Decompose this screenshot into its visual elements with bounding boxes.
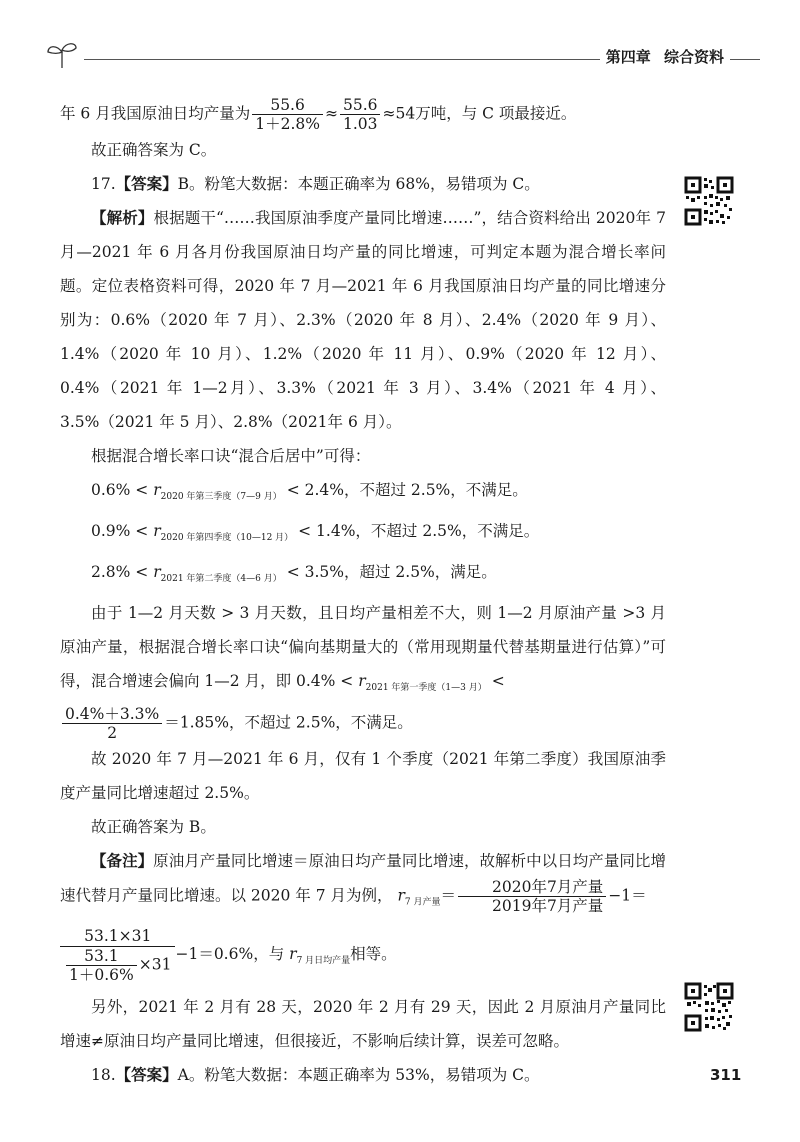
analysis-text: （2020 年 10 月）、1.2%（2020 年 11 月）、0.9%（2020 年 12 月）、0.4%（2021 年 1—2	[60, 345, 666, 397]
rate-subscript: 2020 年第三季度（7—9 月）	[160, 492, 282, 502]
qr-code-icon[interactable]	[684, 982, 734, 1032]
fraction-numerator: 55.6	[340, 96, 381, 115]
minus-one: −1＝	[608, 886, 647, 905]
extra-paragraph	[60, 990, 666, 1058]
note-text: 同比增速代替月产量同比增速。以 2020 年 7 月为例，	[60, 852, 666, 905]
bias-text: 3 月原油产量，根据混合增长率口诀“偏向基期量大的（常用现期量代替基期	[60, 604, 667, 656]
q17-analysis	[60, 201, 666, 439]
analysis-text: 月）、3.3%（2021 年 3 月）、3.4%（2021 年 4 月）、3.5%（2021 年 5 月）、2.8%（2021	[60, 379, 666, 431]
ineq-right: < 1.4%，不超过 2.5%，不满足。	[298, 522, 540, 540]
rate-subscript: 7 月产量	[404, 897, 441, 908]
rate-symbol: r	[153, 563, 161, 581]
fraction	[340, 96, 381, 133]
bias-text: 量进行估算）”可得，混合增速会偏向 1—2 月，即 0.4% <	[60, 638, 666, 690]
qr-code-icon[interactable]	[684, 176, 734, 226]
inner-fraction	[66, 947, 137, 984]
fraction-numerator: 53.1	[66, 947, 137, 966]
rate-symbol: r	[153, 522, 161, 540]
intro-suffix: ≈54万吨，与 C 项最接近。	[382, 104, 577, 123]
rate-subscript: 2021 年第一季度（1—3 月）	[365, 683, 487, 693]
ineq-left: 0.6% <	[91, 481, 149, 499]
analysis-text: 年 6 月）。	[327, 413, 402, 431]
conclusion	[60, 742, 666, 810]
note-tag: 【备注】	[91, 851, 154, 870]
rate-subscript: 2020 年第四季度（10—12 月）	[160, 533, 294, 543]
less-than: <	[491, 672, 505, 690]
fraction-numerator: 0.4%＋3.3%	[62, 705, 162, 724]
analysis-text: 根据题干“……我国原油季度产量同比增速……”，结合资料给出 2020	[153, 209, 636, 227]
answer-b-line: 故正确答案为 B。	[91, 818, 216, 836]
calculation-line	[60, 926, 666, 984]
extra-text: 另外，2021 年 2 月有 28 天，2020 年 2 月有 29 天，因此 2 月原油月产量同比增	[60, 997, 666, 1050]
conclusion-text: 故 2020 年 7 月—2021 年 6 月，仅有 1 个季度（2021 年第二季度）我国原油季度	[60, 750, 666, 802]
answer-text: B。粉笔大数据：本题正确率为 68%，易错项为 C。	[177, 175, 540, 193]
chapter-title: 第四章	[605, 48, 651, 66]
approx-sign: ≈	[324, 104, 338, 123]
analysis-tag: 【解析】	[91, 208, 154, 227]
rate-symbol: r	[397, 886, 405, 905]
ineq-left: 2.8% <	[91, 563, 149, 581]
ineq-right: < 3.5%，超过 2.5%，满足。	[286, 563, 497, 581]
fraction-denominator	[60, 947, 175, 984]
fraction-numerator: 55.6	[252, 96, 323, 115]
intro-line	[60, 96, 666, 133]
calc-end: 相等。	[350, 944, 397, 963]
question-number: 18.	[91, 1065, 116, 1084]
fraction-denominator: 2	[107, 724, 118, 742]
fraction-denominator: 1＋2.8%	[255, 115, 320, 133]
q17-answer	[60, 167, 666, 201]
intro-prefix: 年 6 月我国原油日均产量为	[60, 104, 251, 123]
fraction-numerator: 53.1×31	[60, 926, 175, 947]
ineq-right: < 2.4%，不超过 2.5%，不满足。	[286, 481, 528, 499]
inequality-line	[60, 555, 666, 596]
rate-symbol: r	[153, 481, 161, 499]
section-title: 综合资料	[663, 48, 724, 66]
page-header	[40, 40, 760, 70]
rate-symbol: r	[289, 944, 297, 963]
equals-sign: ＝	[440, 886, 456, 905]
conclusion-text: 产量同比增速超过 2.5%。	[75, 784, 260, 802]
fraction	[252, 96, 323, 133]
answer-tag: 【答案】	[115, 174, 178, 193]
fraction	[62, 705, 162, 742]
page-body	[60, 96, 666, 1092]
bias-text: 由于 1—2 月天数 > 3 月天数，且日均产量相差不大，则 1—2 月原油产量 >	[91, 604, 636, 622]
answer-text: A。粉笔大数据：本题正确率为 53%，易错项为 C。	[177, 1065, 540, 1084]
average-line	[60, 705, 666, 742]
analysis-text: 年 7 月—2021 年 6 月各月份我国原油日均产量的同比增速，可判定本题为混合增长	[60, 209, 666, 261]
note-paragraph	[60, 844, 666, 920]
question-number: 17.	[91, 175, 116, 193]
chapter-label	[600, 46, 730, 67]
sprout-icon	[44, 40, 80, 70]
fraction	[458, 878, 606, 915]
multiplier: ×31	[138, 955, 172, 973]
analysis-text: 速分别为：0.6%（2020 年 7 月）、2.3%（2020 年 8 月）、2.4%（2020 年 9 月）、1.4%	[60, 277, 666, 363]
calc-tail: −1＝0.6%，与	[175, 944, 285, 963]
q18-answer	[60, 1058, 666, 1092]
rate-subscript: 7 月日均产量	[296, 955, 351, 966]
answer-tag: 【答案】	[115, 1064, 178, 1084]
ineq-left: 0.9% <	[91, 522, 149, 540]
fraction-denominator: 1＋0.6%	[69, 965, 134, 984]
average-result: ＝1.85%，不超过 2.5%，不满足。	[164, 713, 413, 732]
page-number: 311	[710, 1066, 742, 1084]
inequality-line	[60, 473, 666, 514]
extra-text: 速≠原油日均产量同比增速，但很接近，不影响后续计算，误差可忽略。	[75, 1031, 570, 1050]
answer-c-line: 故正确答案为 C。	[91, 141, 217, 159]
rate-subscript: 2021 年第二季度（4—6 月）	[160, 574, 282, 584]
rate-symbol: r	[358, 672, 366, 690]
inequality-line	[60, 514, 666, 555]
fraction-numerator: 2020年7月产量	[458, 878, 606, 897]
analysis-text: 率问题。定位表格资料可得，2020 年 7 月—2021 年 6 月我国原油日均产量的同比增	[60, 243, 666, 295]
bias-paragraph	[60, 596, 666, 705]
fraction-denominator: 1.03	[342, 115, 378, 133]
fraction-denominator: 2019年7月产量	[492, 897, 604, 915]
compound-fraction	[60, 926, 175, 984]
note-text: 原油月产量同比增速＝原油日均产量同比增速，故解析中以日均产量	[153, 852, 620, 870]
rule-line: 根据混合增长率口诀“混合后居中”可得：	[91, 447, 371, 465]
